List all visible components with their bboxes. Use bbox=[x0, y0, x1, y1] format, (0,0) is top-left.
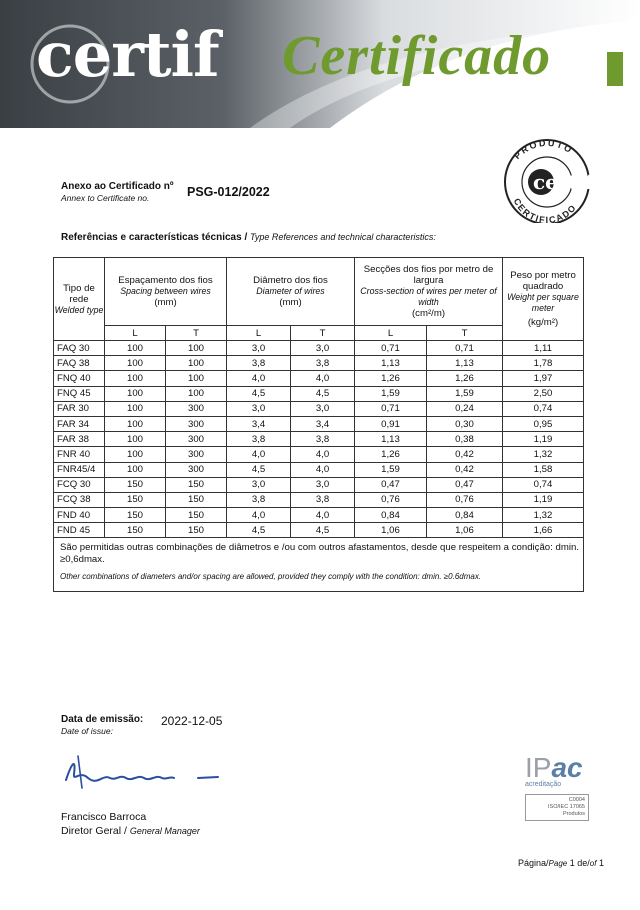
cell-weight: 0,74 bbox=[503, 477, 584, 492]
cell-section-l: 0,71 bbox=[355, 401, 427, 416]
cell-weight: 1,97 bbox=[503, 371, 584, 386]
table-row bbox=[54, 356, 584, 371]
header-diameter-pt: Diâmetro dos fios bbox=[253, 275, 328, 286]
table-row bbox=[54, 492, 584, 507]
cell-section-l: 1,13 bbox=[355, 432, 427, 447]
table-note bbox=[54, 538, 584, 592]
cell-spacing-l: 100 bbox=[105, 356, 166, 371]
header-type-en: Welded type bbox=[54, 304, 104, 315]
cell-weight: 1,58 bbox=[503, 462, 584, 477]
cell-spacing-t: 300 bbox=[166, 447, 227, 462]
issue-label-en: Date of issue: bbox=[61, 726, 113, 736]
ipac-logo-left: IP bbox=[525, 752, 552, 783]
page-label-pt: Página/ bbox=[518, 858, 549, 868]
cell-spacing-l: 150 bbox=[105, 492, 166, 507]
cell-type: FAQ 30 bbox=[54, 341, 105, 356]
seal-top-text: PRODUTO bbox=[511, 137, 576, 162]
title-accent-block bbox=[607, 52, 623, 86]
cell-diameter-l: 3,8 bbox=[227, 492, 291, 507]
cell-spacing-l: 150 bbox=[105, 508, 166, 523]
cell-section-t: 0,30 bbox=[427, 416, 503, 431]
cell-diameter-t: 4,0 bbox=[291, 508, 355, 523]
header-spacing bbox=[105, 258, 227, 326]
cell-spacing-t: 150 bbox=[166, 477, 227, 492]
ipac-subtitle: acreditação bbox=[525, 781, 562, 788]
page-total: 1 bbox=[598, 858, 604, 868]
cell-spacing-l: 100 bbox=[105, 341, 166, 356]
table-row bbox=[54, 462, 584, 477]
table-body bbox=[54, 341, 584, 538]
cell-diameter-l: 3,0 bbox=[227, 401, 291, 416]
cell-diameter-t: 3,0 bbox=[291, 341, 355, 356]
cell-spacing-t: 300 bbox=[166, 432, 227, 447]
handwritten-signature bbox=[58, 752, 228, 792]
header-diameter-en: Diameter of wires bbox=[256, 286, 325, 296]
cell-weight: 2,50 bbox=[503, 386, 584, 401]
note-en: Other combinations of diameters and/or spacing are allowed, provided they comply with the condition: dmin. ≥0.6dmax. bbox=[60, 572, 482, 582]
cell-section-l: 1,13 bbox=[355, 356, 427, 371]
cell-section-t: 0,84 bbox=[427, 508, 503, 523]
technical-table-container bbox=[53, 257, 583, 592]
cell-diameter-t: 4,5 bbox=[291, 523, 355, 538]
cell-section-l: 0,47 bbox=[355, 477, 427, 492]
cell-section-t: 1,13 bbox=[427, 356, 503, 371]
issue-label bbox=[61, 714, 143, 736]
cell-spacing-l: 150 bbox=[105, 477, 166, 492]
cell-type: FAR 30 bbox=[54, 401, 105, 416]
table-note-row bbox=[54, 538, 584, 592]
issue-label-pt: Data de emissão: bbox=[61, 714, 144, 725]
cell-spacing-t: 100 bbox=[166, 356, 227, 371]
cell-section-t: 0,38 bbox=[427, 432, 503, 447]
header-spacing-unit: (mm) bbox=[154, 297, 177, 308]
table-row bbox=[54, 386, 584, 401]
issue-date: 2022-12-05 bbox=[161, 714, 223, 728]
header-weight bbox=[503, 258, 584, 341]
subheader-l: L bbox=[227, 326, 291, 341]
cell-section-l: 1,06 bbox=[355, 523, 427, 538]
cell-section-t: 0,24 bbox=[427, 401, 503, 416]
cell-section-l: 1,26 bbox=[355, 371, 427, 386]
cell-spacing-l: 100 bbox=[105, 371, 166, 386]
page-of-en: of bbox=[589, 859, 597, 868]
table-row bbox=[54, 416, 584, 431]
cell-section-l: 1,26 bbox=[355, 447, 427, 462]
header-section-unit: (cm²/m) bbox=[411, 308, 446, 319]
table-row bbox=[54, 508, 584, 523]
cell-diameter-t: 4,5 bbox=[291, 386, 355, 401]
cell-spacing-l: 100 bbox=[105, 447, 166, 462]
ipac-details bbox=[525, 794, 589, 821]
cell-spacing-t: 150 bbox=[166, 523, 227, 538]
header-section-pt: Secções dos fios por metro de largura bbox=[363, 264, 494, 286]
table-header-row bbox=[54, 258, 584, 326]
table-row bbox=[54, 432, 584, 447]
cell-spacing-t: 100 bbox=[166, 386, 227, 401]
cell-type: FAR 34 bbox=[54, 416, 105, 431]
header-banner bbox=[0, 0, 640, 128]
header-weight-unit: (kg/m²) bbox=[527, 317, 559, 328]
table-row bbox=[54, 341, 584, 356]
cell-diameter-l: 3,0 bbox=[227, 477, 291, 492]
cell-diameter-l: 3,0 bbox=[227, 341, 291, 356]
cell-diameter-l: 3,8 bbox=[227, 432, 291, 447]
cell-section-l: 1,59 bbox=[355, 462, 427, 477]
header-spacing-pt: Espaçamento dos fios bbox=[118, 275, 213, 286]
cell-diameter-t: 4,0 bbox=[291, 447, 355, 462]
ipac-scope: Produtos bbox=[562, 811, 585, 817]
references-heading bbox=[61, 232, 436, 243]
cell-section-t: 0,76 bbox=[427, 492, 503, 507]
cell-type: FAQ 38 bbox=[54, 356, 105, 371]
cell-spacing-l: 100 bbox=[105, 401, 166, 416]
cell-spacing-t: 300 bbox=[166, 416, 227, 431]
cell-diameter-l: 3,8 bbox=[227, 356, 291, 371]
cell-weight: 0,95 bbox=[503, 416, 584, 431]
cell-spacing-t: 300 bbox=[166, 462, 227, 477]
cell-section-l: 0,71 bbox=[355, 341, 427, 356]
cell-section-l: 0,76 bbox=[355, 492, 427, 507]
document-title: Certificado bbox=[282, 25, 552, 87]
table-row bbox=[54, 447, 584, 462]
cell-weight: 1,32 bbox=[503, 508, 584, 523]
cell-section-t: 0,42 bbox=[427, 447, 503, 462]
ipac-code: C0004 bbox=[568, 797, 585, 803]
cell-diameter-t: 3,4 bbox=[291, 416, 355, 431]
cell-weight: 0,74 bbox=[503, 401, 584, 416]
ipac-standard: ISO/IEC 17065 bbox=[548, 804, 585, 810]
cell-section-t: 0,71 bbox=[427, 341, 503, 356]
cell-diameter-t: 3,0 bbox=[291, 477, 355, 492]
cell-diameter-t: 3,8 bbox=[291, 356, 355, 371]
cell-section-l: 1,59 bbox=[355, 386, 427, 401]
header-weight-pt: Peso por metro quadrado bbox=[510, 270, 576, 292]
cell-spacing-t: 300 bbox=[166, 401, 227, 416]
ipac-accreditation-mark bbox=[525, 753, 585, 821]
signatory-role bbox=[61, 825, 200, 837]
header-diameter bbox=[227, 258, 355, 326]
certif-logo: certif bbox=[36, 18, 219, 91]
page-label-en: Page bbox=[548, 859, 568, 868]
cell-diameter-l: 4,0 bbox=[227, 371, 291, 386]
cell-type: FCQ 38 bbox=[54, 492, 105, 507]
cell-section-t: 1,59 bbox=[427, 386, 503, 401]
cell-diameter-l: 4,5 bbox=[227, 462, 291, 477]
subheader-l: L bbox=[105, 326, 166, 341]
product-certified-seal bbox=[497, 137, 603, 223]
page-of-pt: de/ bbox=[577, 858, 590, 868]
technical-table bbox=[53, 257, 584, 592]
signatory-role-pt: Diretor Geral / bbox=[61, 825, 127, 837]
header-spacing-en: Spacing between wires bbox=[120, 286, 211, 296]
cell-diameter-l: 4,0 bbox=[227, 447, 291, 462]
cell-weight: 1,19 bbox=[503, 432, 584, 447]
cell-section-l: 0,91 bbox=[355, 416, 427, 431]
annex-label-en: Annex to Certificate no. bbox=[61, 193, 150, 203]
cell-diameter-t: 4,0 bbox=[291, 371, 355, 386]
cell-diameter-t: 3,8 bbox=[291, 432, 355, 447]
cell-diameter-t: 3,0 bbox=[291, 401, 355, 416]
note-pt: São permitidas outras combinações de diâmetros e /ou com outros afastamentos, desde que respeitem a condição: dmin. ≥0,6dmax. bbox=[60, 542, 579, 566]
header-diameter-unit: (mm) bbox=[279, 297, 302, 308]
cell-diameter-l: 4,5 bbox=[227, 523, 291, 538]
ipac-logo-right: ac bbox=[551, 752, 583, 783]
page-number bbox=[518, 858, 604, 868]
cell-diameter-t: 3,8 bbox=[291, 492, 355, 507]
cell-spacing-t: 150 bbox=[166, 492, 227, 507]
seal-bottom-text: CERTIFICADO bbox=[511, 196, 579, 223]
table-row bbox=[54, 371, 584, 386]
cell-diameter-l: 4,0 bbox=[227, 508, 291, 523]
cell-section-t: 0,47 bbox=[427, 477, 503, 492]
page-current: 1 bbox=[569, 858, 575, 868]
cell-spacing-t: 100 bbox=[166, 341, 227, 356]
cell-spacing-t: 100 bbox=[166, 371, 227, 386]
table-row bbox=[54, 477, 584, 492]
signatory-role-en: General Manager bbox=[129, 826, 200, 836]
subheader-t: T bbox=[291, 326, 355, 341]
subheader-t: T bbox=[427, 326, 503, 341]
annex-label bbox=[61, 181, 174, 203]
cell-weight: 1,19 bbox=[503, 492, 584, 507]
cell-spacing-l: 100 bbox=[105, 386, 166, 401]
cell-weight: 1,78 bbox=[503, 356, 584, 371]
cell-diameter-t: 4,0 bbox=[291, 462, 355, 477]
cell-type: FNR 40 bbox=[54, 447, 105, 462]
cell-type: FAR 38 bbox=[54, 432, 105, 447]
cell-spacing-t: 150 bbox=[166, 508, 227, 523]
cell-spacing-l: 100 bbox=[105, 432, 166, 447]
cell-weight: 1,11 bbox=[503, 341, 584, 356]
header-section bbox=[355, 258, 503, 326]
cell-section-t: 1,26 bbox=[427, 371, 503, 386]
header-type bbox=[54, 258, 105, 341]
header-section-en: Cross-section of wires per meter of width bbox=[360, 286, 497, 307]
cell-section-l: 0,84 bbox=[355, 508, 427, 523]
ipac-logo bbox=[525, 753, 585, 783]
cell-weight: 1,32 bbox=[503, 447, 584, 462]
cell-spacing-l: 100 bbox=[105, 462, 166, 477]
cell-weight: 1,66 bbox=[503, 523, 584, 538]
cell-diameter-l: 4,5 bbox=[227, 386, 291, 401]
signatory-name: Francisco Barroca bbox=[61, 811, 147, 823]
cell-spacing-l: 100 bbox=[105, 416, 166, 431]
table-row bbox=[54, 401, 584, 416]
seal-center-logo: certif bbox=[533, 170, 594, 194]
cell-type: FND 40 bbox=[54, 508, 105, 523]
cell-spacing-l: 150 bbox=[105, 523, 166, 538]
cell-diameter-l: 3,4 bbox=[227, 416, 291, 431]
subheader-t: T bbox=[166, 326, 227, 341]
table-row bbox=[54, 523, 584, 538]
header-weight-en: Weight per square meter bbox=[507, 292, 579, 313]
subheader-l: L bbox=[355, 326, 427, 341]
cell-type: FNR45/4 bbox=[54, 462, 105, 477]
cell-type: FCQ 30 bbox=[54, 477, 105, 492]
references-heading-en: Type References and technical characteristics: bbox=[250, 232, 436, 242]
cell-section-t: 1,06 bbox=[427, 523, 503, 538]
certificate-number: PSG-012/2022 bbox=[187, 185, 270, 199]
references-heading-pt: Referências e características técnicas / bbox=[61, 232, 248, 243]
annex-label-pt: Anexo ao Certificado nº bbox=[61, 181, 174, 192]
header-type-pt: Tipo de rede bbox=[63, 282, 95, 305]
cell-type: FNQ 45 bbox=[54, 386, 105, 401]
cell-type: FND 45 bbox=[54, 523, 105, 538]
cell-type: FNQ 40 bbox=[54, 371, 105, 386]
cell-section-t: 0,42 bbox=[427, 462, 503, 477]
